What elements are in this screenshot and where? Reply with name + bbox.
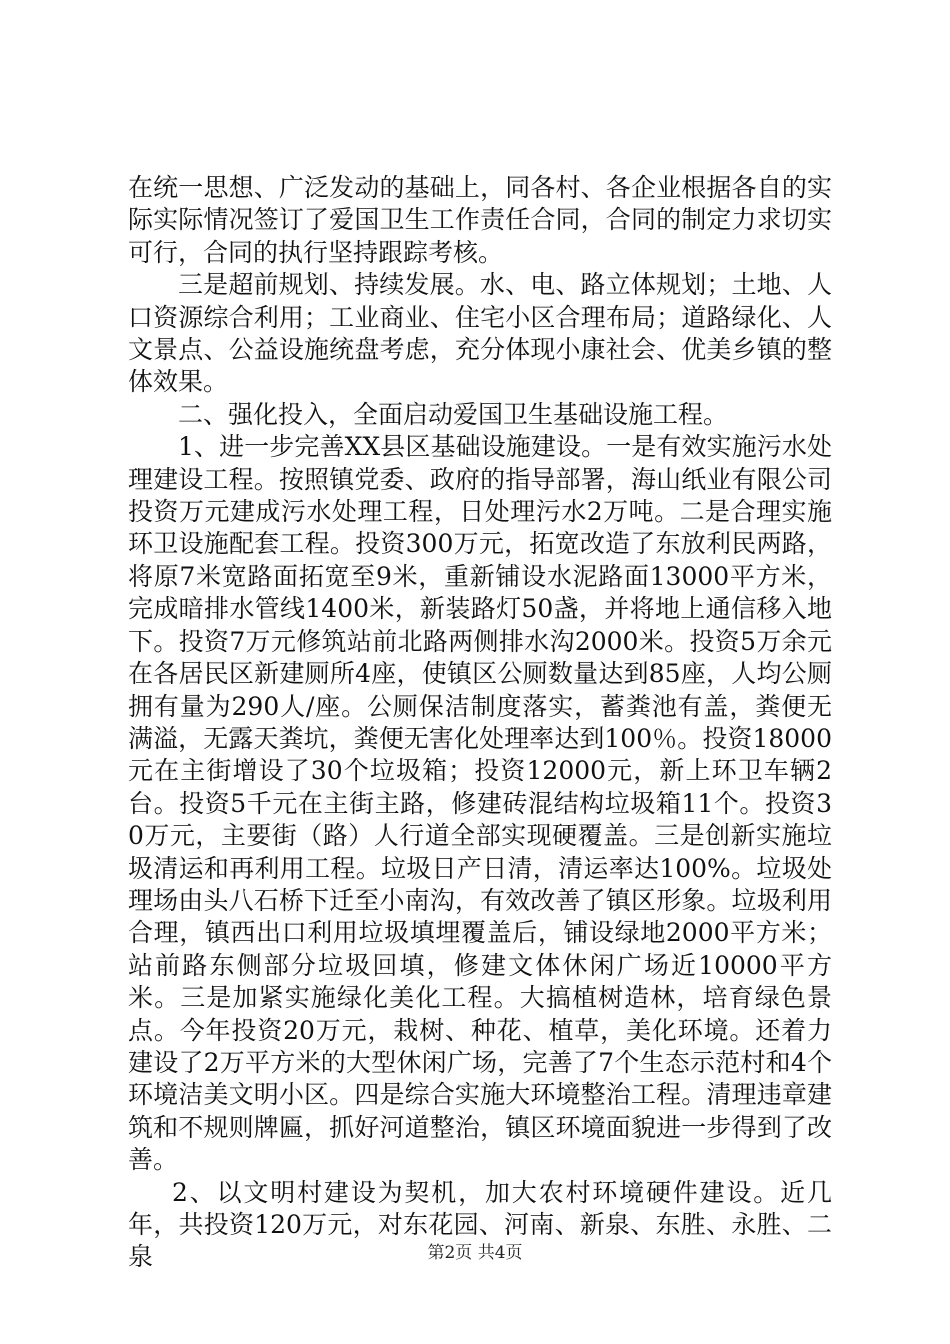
paragraph-advance-planning: 三是超前规划、持续发展。水、电、路立体规划；土地、人口资源综合利用；工业商业、住宅小区合理布局；道路绿化、人文景点、公益设施统盘考虑，充分体现小康社会、优美乡镇的整体效果。 <box>128 270 832 397</box>
section-heading-investment: 二、强化投入，全面启动爱国卫生基础设施工程。 <box>178 399 729 429</box>
page-footer: 第2页 共4页 <box>427 1243 523 1263</box>
paragraph-responsibility-contract: 在统一思想、广泛发动的基础上，同各村、各企业根据各自的实际实际情况签订了爱国卫生工作责任合同，合同的制定力求切实可行，合同的执行坚持跟踪考核。 <box>128 173 832 267</box>
document-body <box>128 172 832 1274</box>
paragraph-infrastructure: 1、进一步完善XX县区基础设施建设。一是有效实施污水处理建设工程。按照镇党委、政府的指导部署，海山纸业有限公司投资万元建成污水处理工程，日处理污水2万吨。二是合理实施环卫设施配套工程。投资300万元，拓宽改造了东放利民两路，将原7米宽路面拓宽至9米，重新铺设水泥路面13000平方米，完成暗排水管线1400米，新装路灯50盏，并将地上通信移入地下。投资7万元修筑站前北路两侧排水沟2000米。投资5万余元在各居民区新建厕所4座，使镇区公厕数量达到85座，人均公厕拥有量为290人/座。公厕保洁制度落实，蓄粪池有盖，粪便无满溢，无露天粪坑，粪便无害化处理率达到100％。投资18000元在主街增设了30个垃圾箱；投资12000元，新上环卫车辆2台。投资5千元在主街主路，修建砖混结构垃圾箱11个。投资30万元，主要街（路）人行道全部实现硬覆盖。三是创新实施垃圾清运和再利用工程。垃圾日产日清，清运率达100%。垃圾处理场由头八石桥下迁至小南沟，有效改善了镇区形象。垃圾利用合理，镇西出口利用垃圾填埋覆盖后，铺设绿地2000平方米；站前路东侧部分垃圾回填，修建文体休闲广场近10000平方米。三是加紧实施绿化美化工程。大搞植树造林，培育绿色景点。今年投资20万元，栽树、种花、植草，美化环境。还着力建设了2万平方米的大型休闲广场，完善了7个生态示范村和4个环境洁美文明小区。四是综合实施大环境整治工程。清理违章建筑和不规则牌匾，抓好河道整治，镇区环境面貌进一步得到了改善。 <box>128 432 832 1175</box>
paragraph-village-construction: 2、以文明村建设为契机，加大农村环境硬件建设。近几年，共投资120万元，对东花园、河南、新泉、东胜、永胜、二泉 <box>128 1177 832 1272</box>
